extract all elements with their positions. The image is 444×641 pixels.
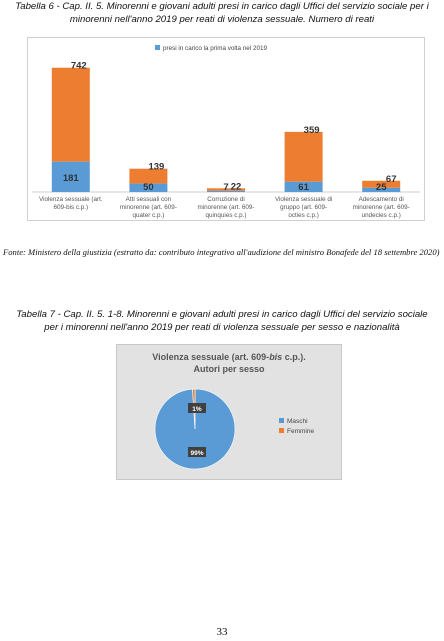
legend-swatch [155,45,160,50]
category-label: minorenne (art. 609- [197,204,255,211]
table-6-caption [6,1,438,26]
pie-chart [116,344,342,480]
category-label: minorenne (art. 609- [352,204,410,211]
table-7-caption [6,309,438,334]
bar-segment-total [52,68,90,162]
legend-swatch [279,418,284,423]
category-label: Violenza sessuale di [274,196,333,203]
data-label-total: 67 [385,173,397,185]
data-label-first-time: 50 [143,182,154,193]
category-label: Adescamento di [358,196,404,203]
chart-subtitle: Autori per sesso [193,364,265,374]
bar-chart-svg [28,38,424,220]
bar-segment-total [285,132,323,182]
data-label: 99% [190,450,204,457]
legend-label: Maschi [287,418,308,425]
pie-chart-svg [117,345,341,479]
source-note: Fonte: Ministero della giustizia (estratto da: contributo integrativo all'audizione del ministro Bonafede del 18 settembre 2020) [3,247,440,257]
data-label-total: 139 [148,161,165,173]
data-label-first-time: 61 [298,182,309,193]
legend-label: presi in carico la prima volta nel 2019 [163,45,267,52]
caption-line: per i minorenni nell'anno 2019 per reati di violenza sessuale per sesso e nazionalità [44,321,400,333]
page-number: 33 [216,626,228,638]
category-label: 609-bis c.p.) [53,204,89,211]
data-label-total: 742 [70,60,87,72]
data-label-first-time: 7 [223,182,229,193]
category-label: quater c.p.) [132,212,165,219]
data-label-first-time: 181 [62,172,79,184]
data-label: 1% [192,406,202,413]
category-label: Atti sessuali con [125,196,172,203]
category-label: undecies c.p.) [361,212,401,219]
caption-line: Tabella 6 - Cap. II. 5. Minorenni e giovani adulti presi in carico dagli Uffici del servizio sociale per i [15,1,429,12]
caption-line: Tabella 7 - Cap. II. 5. 1-8. Minorenni e giovani adulti presi in carico dagli Uffici del servizio sociale [16,309,428,320]
legend-label: Femmine [287,428,315,435]
category-label: gruppo (art. 609- [280,204,328,211]
caption-line: minorenni nell'anno 2019 per reati di violenza sessuale. Numero di reati [69,13,375,25]
category-label: minorenne (art. 609- [119,204,177,211]
chart-title: Violenza sessuale (art. 609-bis c.p.). [152,352,306,362]
category-label: Violenza sessuale (art. [39,196,103,203]
data-label-total: 359 [303,124,320,136]
data-label-first-time: 25 [375,182,387,193]
legend-swatch [279,428,284,433]
category-label: quinquies c.p.) [205,212,247,219]
data-label-total: 22 [230,181,242,193]
category-label: Corruzione di [207,196,245,203]
bar-chart [27,37,425,221]
category-label: octies c.p.) [288,212,319,219]
